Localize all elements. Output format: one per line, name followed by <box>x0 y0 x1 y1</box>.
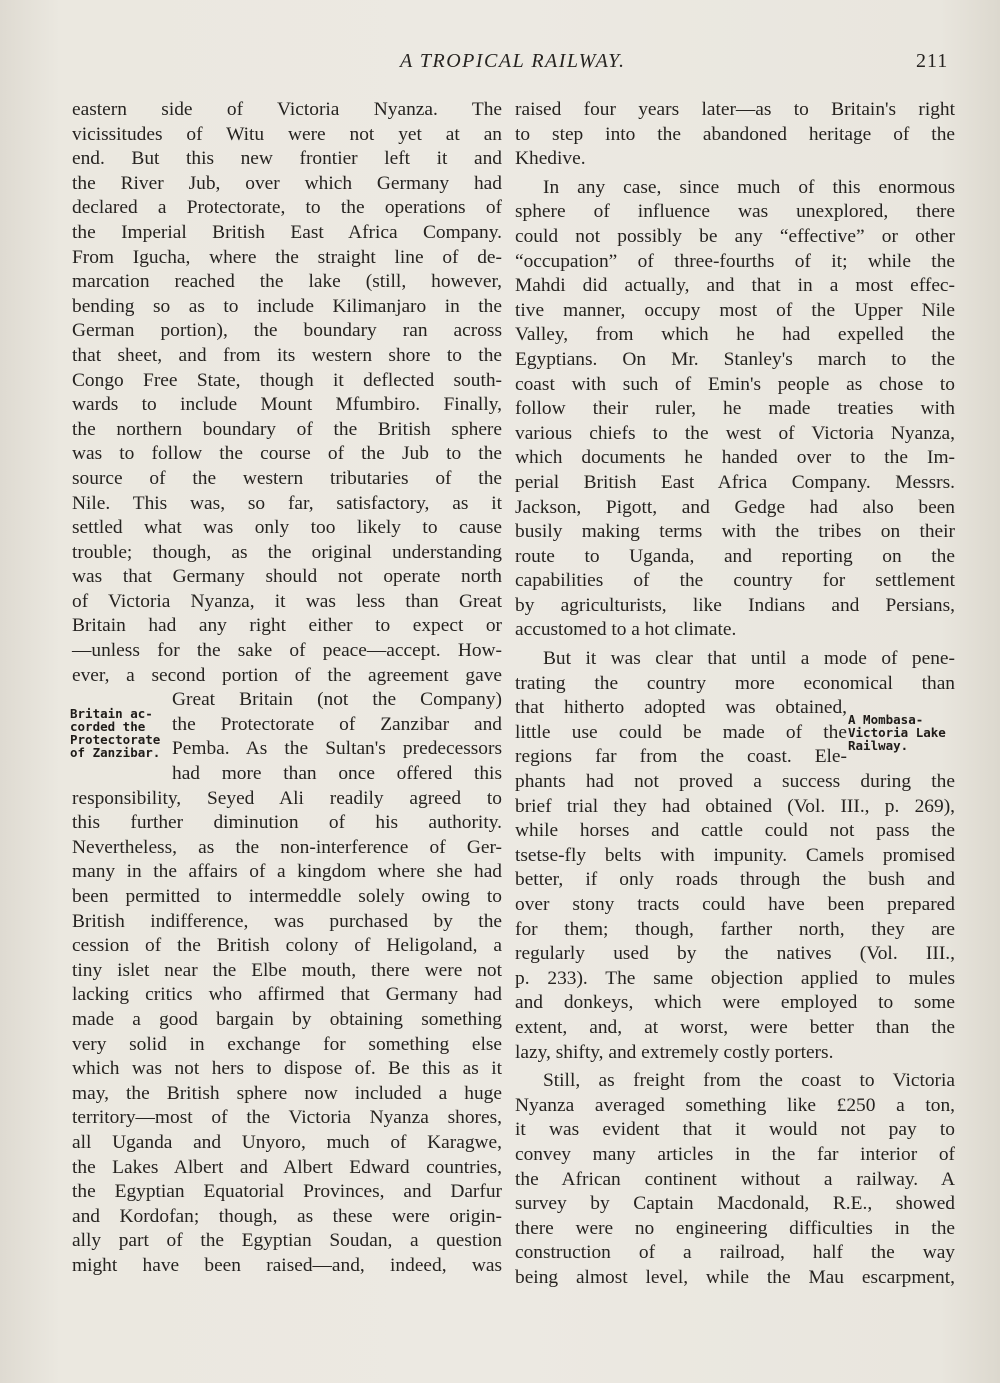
text-line: had more than once offered this <box>172 763 502 785</box>
text-line: trouble; though, as the original understanding <box>72 541 502 563</box>
text-line: little use could be made of the <box>515 721 847 743</box>
text-line: p. 233). The same objection applied to mules <box>515 967 955 989</box>
text-line: —unless for the sake of peace—accept. How- <box>72 640 502 662</box>
text-line: the River Jub, over which Germany had <box>72 172 502 194</box>
text-line: was that Germany should not operate north <box>72 566 502 588</box>
text-line: that hitherto adopted was obtained, <box>515 697 847 719</box>
text-line: extent, and, at worst, were better than the <box>515 1016 955 1038</box>
left-column <box>72 98 502 1279</box>
text-line: very solid in exchange for something else <box>72 1033 502 1055</box>
text-line: convey many articles in the far interior of <box>515 1143 955 1165</box>
text-line: sphere of influence was unexplored, there <box>515 201 955 223</box>
text-line: route to Uganda, and reporting on the <box>515 545 955 567</box>
text-line: Pemba. As the Sultan's predecessors <box>172 738 502 760</box>
text-line: Nyanza averaged something like £250 a ton, <box>515 1094 955 1116</box>
text-line: all Uganda and Unyoro, much of Karagwe, <box>72 1131 502 1153</box>
text-line: “occupation” of three-fourths of it; while the <box>515 250 955 272</box>
right-column <box>515 98 955 1291</box>
text-line: which documents he handed over to the Im- <box>515 447 955 469</box>
text-line: cession of the British colony of Heligoland, a <box>72 935 502 957</box>
text-line: tiny islet near the Elbe mouth, there were not <box>72 959 502 981</box>
text-line: and donkeys, which were employed to some <box>515 992 955 1014</box>
sidenote-line: Victoria Lake <box>848 725 946 740</box>
text-line: made a good bargain by obtaining something <box>72 1008 502 1030</box>
text-line: But it was clear that until a mode of pene- <box>543 648 955 670</box>
text-line: follow their ruler, he made treaties with <box>515 398 955 420</box>
text-line: the Egyptian Equatorial Provinces, and Darfur <box>72 1181 502 1203</box>
running-head <box>0 50 1000 84</box>
text-line: better, if only roads through the bush and <box>515 869 955 891</box>
text-line: which was not hers to dispose of. Be this as it <box>72 1058 502 1080</box>
text-line: Still, as freight from the coast to Victoria <box>543 1070 955 1092</box>
text-line: that sheet, and from its western shore to the <box>72 344 502 366</box>
text-line: territory—most of the Victoria Nyanza shores, <box>72 1107 502 1129</box>
text-line: perial British East Africa Company. Messrs. <box>515 471 955 493</box>
text-line: the northern boundary of the British sphere <box>72 418 502 440</box>
text-line: raised four years later—as to Britain's right <box>515 99 955 120</box>
sidenote-mombasa-railway <box>848 713 958 752</box>
text-line: coast with such of Emin's people as chose to <box>515 373 955 395</box>
text-line: been permitted to intermeddle solely owing to <box>72 886 502 907</box>
text-line: Great Britain (not the Company) <box>172 689 502 711</box>
sidenote-line: Britain ac- <box>70 706 153 721</box>
sidenote-line: of Zanzibar. <box>70 745 161 760</box>
text-line: Egyptians. On Mr. Stanley's march to the <box>515 348 955 370</box>
text-line: regularly used by the natives (Vol. III., <box>515 943 955 965</box>
text-line: while horses and cattle could not pass the <box>515 820 955 842</box>
running-title: A TROPICAL RAILWAY. <box>400 50 626 72</box>
text-line: British indifference, was purchased by the <box>72 910 502 932</box>
text-line: trating the country more economical than <box>515 672 955 694</box>
text-line: the Lakes Albert and Albert Edward countries, <box>72 1156 502 1178</box>
text-line: lacking critics who affirmed that Germany had <box>72 984 502 1006</box>
text-line: to step into the abandoned heritage of the <box>515 123 955 145</box>
text-line: Valley, from which he had expelled the <box>515 324 955 346</box>
sidenote-line: Railway. <box>848 738 909 753</box>
text-line: wards to include Mount Mfumbiro. Finally, <box>72 394 502 416</box>
text-line: phants had not proved a success during the <box>515 771 955 793</box>
text-line: it was evident that it would not pay to <box>515 1119 955 1141</box>
text-line: lazy, shifty, and extremely costly porters. <box>515 1041 834 1063</box>
page-number: 211 <box>916 50 949 72</box>
text-line: Britain had any right either to expect or <box>72 615 502 637</box>
text-line: source of the western tributaries of the <box>72 467 502 489</box>
text-line: was to follow the course of the Jub to the <box>72 443 502 465</box>
text-line: for them; though, farther north, they are <box>515 918 955 940</box>
text-line: construction of a railroad, half the way <box>515 1242 955 1264</box>
text-line: bending so as to include Kilimanjaro in the <box>72 295 502 317</box>
text-line: might have been raised—and, indeed, was <box>72 1254 502 1276</box>
text-line: tsetse-fly belts with impunity. Camels promised <box>515 844 955 866</box>
text-line: the Imperial British East Africa Company. <box>72 221 502 243</box>
text-line: by agriculturists, like Indians and Persians, <box>515 594 955 616</box>
text-line: accustomed to a hot climate. <box>515 619 737 641</box>
text-line: being almost level, while the Mau escarpment, <box>515 1266 955 1288</box>
text-line: the African continent without a railway. A <box>515 1168 955 1190</box>
text-line: over stony tracts could have been prepared <box>515 894 955 915</box>
text-line: regions far from the coast. Ele- <box>515 746 847 768</box>
text-line: In any case, since much of this enormous <box>543 176 955 198</box>
text-line: may, the British sphere now included a huge <box>72 1082 502 1104</box>
text-line: brief trial they had obtained (Vol. III., p. 269), <box>515 795 955 817</box>
text-line: capabilities of the country for settlement <box>515 570 955 592</box>
text-line: could not possibly be any “effective” or other <box>515 225 955 247</box>
text-line: Mahdi did actually, and that in a most effec- <box>515 275 955 297</box>
text-line: vicissitudes of Witu were not yet at an <box>72 123 502 145</box>
text-line: busily making terms with the tribes on their <box>515 521 955 543</box>
text-line: Nevertheless, as the non-interference of Ger- <box>72 836 502 858</box>
text-line: marcation reached the lake (still, however, <box>72 271 502 293</box>
text-line: tive manner, occupy most of the Upper Nile <box>515 299 955 321</box>
text-line: From Igucha, where the straight line of de- <box>72 246 502 268</box>
sidenote-line: corded the <box>70 719 146 734</box>
text-line: ever, a second portion of the agreement gave <box>72 664 502 686</box>
text-line: many in the affairs of a kingdom where she had <box>72 861 502 883</box>
text-line: settled what was only too likely to cause <box>72 517 502 539</box>
sidenote-line: A Mombasa- <box>848 712 924 727</box>
text-line: Nile. This was, so far, satisfactory, as it <box>72 492 502 514</box>
text-line: this further diminution of his authority. <box>72 812 502 834</box>
sidenote-line: Protectorate <box>70 732 161 747</box>
text-line: there were no engineering difficulties in the <box>515 1217 955 1239</box>
text-line: German portion), the boundary ran across <box>72 320 502 342</box>
text-line: responsibility, Seyed Ali readily agreed to <box>72 787 502 809</box>
text-line: the Protectorate of Zanzibar and <box>172 713 502 735</box>
text-line: survey by Captain Macdonald, R.E., showed <box>515 1193 955 1215</box>
text-line: declared a Protectorate, to the operations of <box>72 197 502 219</box>
text-line: Khedive. <box>515 148 586 170</box>
text-line: Congo Free State, though it deflected south- <box>72 369 502 391</box>
sidenote-britain-zanzibar <box>70 707 170 759</box>
text-line: ally part of the Egyptian Soudan, a question <box>72 1230 502 1252</box>
text-line: of Victoria Nyanza, it was less than Great <box>72 590 502 612</box>
text-line: eastern side of Victoria Nyanza. The <box>72 99 502 120</box>
text-line: and Kordofan; though, as these were origin- <box>72 1205 502 1227</box>
text-line: end. But this new frontier left it and <box>72 148 502 170</box>
text-line: Jackson, Pigott, and Gedge had also been <box>515 496 955 518</box>
text-line: various chiefs to the west of Victoria Nyanza, <box>515 422 955 444</box>
